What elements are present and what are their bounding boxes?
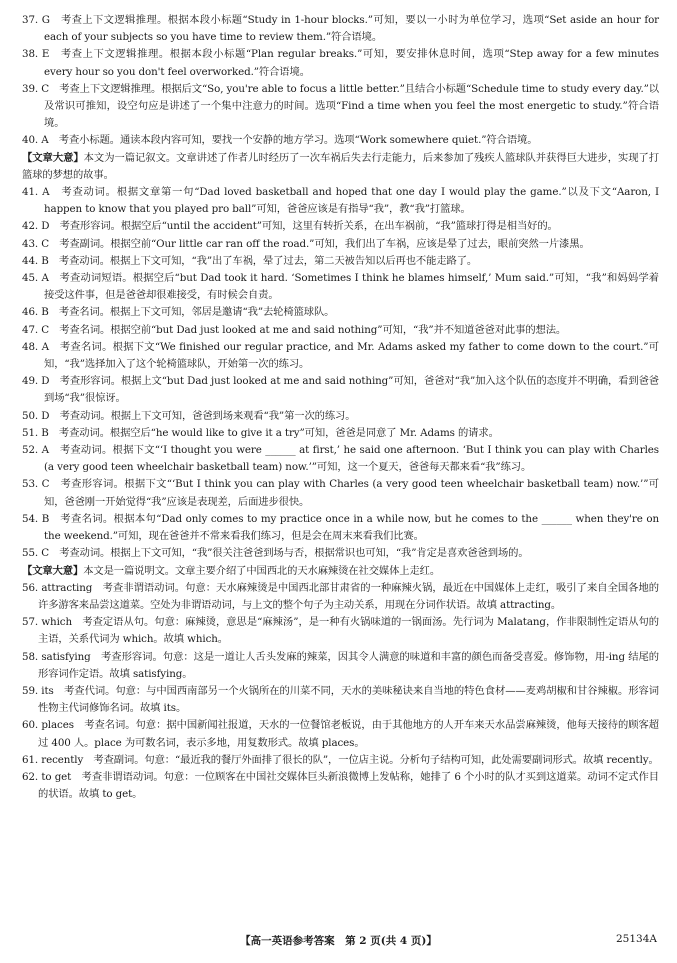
article-summary bbox=[22, 563, 659, 580]
answer-item: 52. A 考查动词。根据下文“‘I thought you were ______ at first,’ he said one afternoon. ‘But I think you can play with Charles (a very good teen wheelchair basketball team) now.’”可知，这一个夏天，爸爸每天都来看“我”练习。 bbox=[22, 444, 659, 474]
answer-item: 42. D 考查形容词。根据空后“until the accident”可知，这里有转折关系，在出车祸前，“我”篮球打得是相当好的。 bbox=[22, 220, 558, 233]
answer-list bbox=[22, 12, 659, 803]
answer-item: 60. places 考查名词。句意：据中国新闻社报道，天水的一位餐馆老板说，由于其他地方的人开车来天水品尝麻辣烫，他每天接待的顾客超过 400 人。place 为可数名词，表示多地，用复数形式。故填 places。 bbox=[22, 719, 659, 749]
answer-item: 48. A 考查名词。根据下文“We finished our regular practice, and Mr. Adams asked my father to come down to the court.”可知，“我”选择加入了这个轮椅篮球队，开始第一次的练习。 bbox=[22, 340, 659, 371]
answer-item: 61. recently 考查副词。句意：“最近我的餐厅外面排了很长的队”，一位店主说。分析句子结构可知，此处需要副词形式。故填 recently。 bbox=[22, 753, 659, 766]
answer-item: 58. satisfying 考查形容词。句意：这是一道让人舌头发麻的辣菜，因其令人满意的味道和丰富的颜色而备受喜爱。修饰物，用-ing 结尾的形容词作定语。故填 satisfying。 bbox=[22, 650, 659, 680]
answer-item: 55. C 考查动词。根据上下文可知，“我”很关注爸爸到场与否，根据常识也可知，“我”肯定是喜欢爸爸到场的。 bbox=[22, 547, 529, 560]
answer-item: 40. A 考查小标题。通读本段内容可知，要找一个安静的地方学习。选项“Work somewhere quiet.”符合语境。 bbox=[22, 134, 538, 147]
answer-item: 41. A 考查动词。根据文章第一句“Dad loved basketball and hoped that one day I would play the game.”以及下文“Aaron, I happen to know that you played pro ball”可知，爸爸应该是有指导“我”，教“我”打篮球。 bbox=[22, 186, 659, 216]
page-footer bbox=[0, 933, 677, 949]
answer-item: 38. E 考查上下文逻辑推理。根据本段小标题“Plan regular breaks.”可知，要安排休息时间，选项“Step away for a few minutes every hour so you don't feel overworked.”符合语境。 bbox=[22, 48, 659, 78]
summary-text: 本文是一篇说明文。文章主要介绍了中国西北的天水麻辣烫在社交媒体上走红。 bbox=[83, 564, 441, 577]
answer-item: 46. B 考查名词。根据上下文可知，邻居是邀请“我”去轮椅篮球队。 bbox=[22, 306, 335, 319]
footer-page-info: 【高一英语参考答案 第 2 页(共 4 页)】 bbox=[240, 935, 437, 947]
answer-item: 47. C 考查名词。根据空前“but Dad just looked at me and said nothing”可知，“我”并不知道爸爸对此事的想法。 bbox=[22, 323, 567, 336]
article-summary bbox=[22, 150, 659, 184]
answer-item: 39. C 考查上下文逻辑推理。根据后文“So, you're able to focus a little better.”且结合小标题“Schedule time to study every day.”以及常识可推知，设空句应是讲述了一个集中注意力的时间。选项“Find a time when you feel the most energetic to study.”符合语境。 bbox=[22, 82, 660, 130]
answer-item: 37. G 考查上下文逻辑推理。根据本段小标题“Study in 1-hour blocks.”可知，要以一小时为单位学习，选项“Set aside an hour for each of your subjects so you have time to review them.”符合语境。 bbox=[22, 14, 659, 44]
answer-item: 43. C 考查副词。根据空前“Our little car ran off the road.”可知，我们出了车祸，应该是晕了过去，眼前突然一片漆黑。 bbox=[22, 237, 590, 250]
footer-doc-code: 25134A bbox=[616, 933, 657, 945]
answer-item: 56. attracting 考查非谓语动词。句意：天水麻辣烫是中国西北部甘肃省的一种麻辣火锅，最近在中国媒体上走红，吸引了来自全国各地的许多游客来品尝这道菜。空处为非谓语动词，与上文的整个句子为主动关系，用现在分词作状语。故填 attracting。 bbox=[22, 581, 659, 611]
answer-item: 59. its 考查代词。句意：与中国西南部另一个火锅所在的川菜不同，天水的美味秘诀来自当地的特色食材——麦鸡胡椒和甘谷辣椒。形容词性物主代词修饰名词。故填 its。 bbox=[22, 684, 659, 715]
answer-item: 50. D 考查动词。根据上下文可知，爸爸到场来观看“我”第一次的练习。 bbox=[22, 409, 356, 422]
answer-item: 54. B 考查名词。根据本句“Dad only comes to my practice once in a while now, but he comes to the ______ when they're on the weekend.”可知，现在爸爸并不常来看我们练习，但是会在周末来看我们比赛。 bbox=[22, 512, 659, 543]
answer-item: 49. D 考查形容词。根据上文“but Dad just looked at me and said nothing”可知，爸爸对“我”加入这个队伍的态度并不明确，看到爸爸到场“我”很惊讶。 bbox=[22, 375, 659, 405]
answer-item: 44. B 考查动词。根据上下文可知，“我”出了车祸，晕了过去，第二天被告知以后再也不能走路了。 bbox=[22, 254, 478, 267]
answer-item: 62. to get 考查非谓语动词。句意：一位顾客在中国社交媒体巨头新浪微博上发帖称，她排了 6 个小时的队才买到这道菜。动词不定式作目的状语。故填 to get。 bbox=[22, 770, 659, 801]
answer-item: 57. which 考查定语从句。句意：麻辣烫，意思是“麻辣汤”，是一种有火锅味道的一锅面汤。先行词为 Malatang，作非限制性定语从句的主语，关系代词为 which。故填 which。 bbox=[22, 616, 659, 646]
summary-tag: 【文章大意】 bbox=[22, 564, 84, 577]
summary-tag: 【文章大意】 bbox=[22, 151, 84, 164]
answer-item: 51. B 考查动词。根据空后“he would like to give it a try”可知，爸爸是同意了 Mr. Adams 的请求。 bbox=[22, 426, 499, 439]
answer-item: 53. C 考查形容词。根据下文“‘But I think you can play with Charles (a very good teen wheelchair basketball team) now.’”可知，爸爸刚一开始觉得“我”应该是表现差，后面进步很快。 bbox=[22, 478, 659, 508]
answer-item: 45. A 考查动词短语。根据空后“but Dad took it hard. ‘Sometimes I think he blames himself,’ Mum said.”可知，“我”和妈妈学着接受这件事，但是爸爸却很难接受，有时候会自责。 bbox=[22, 272, 659, 302]
summary-text: 本文为一篇记叙文。文章讲述了作者儿时经历了一次车祸后失去行走能力，后来参加了残疾人篮球队并获得巨大进步，实现了打篮球的梦想的故事。 bbox=[22, 151, 659, 181]
